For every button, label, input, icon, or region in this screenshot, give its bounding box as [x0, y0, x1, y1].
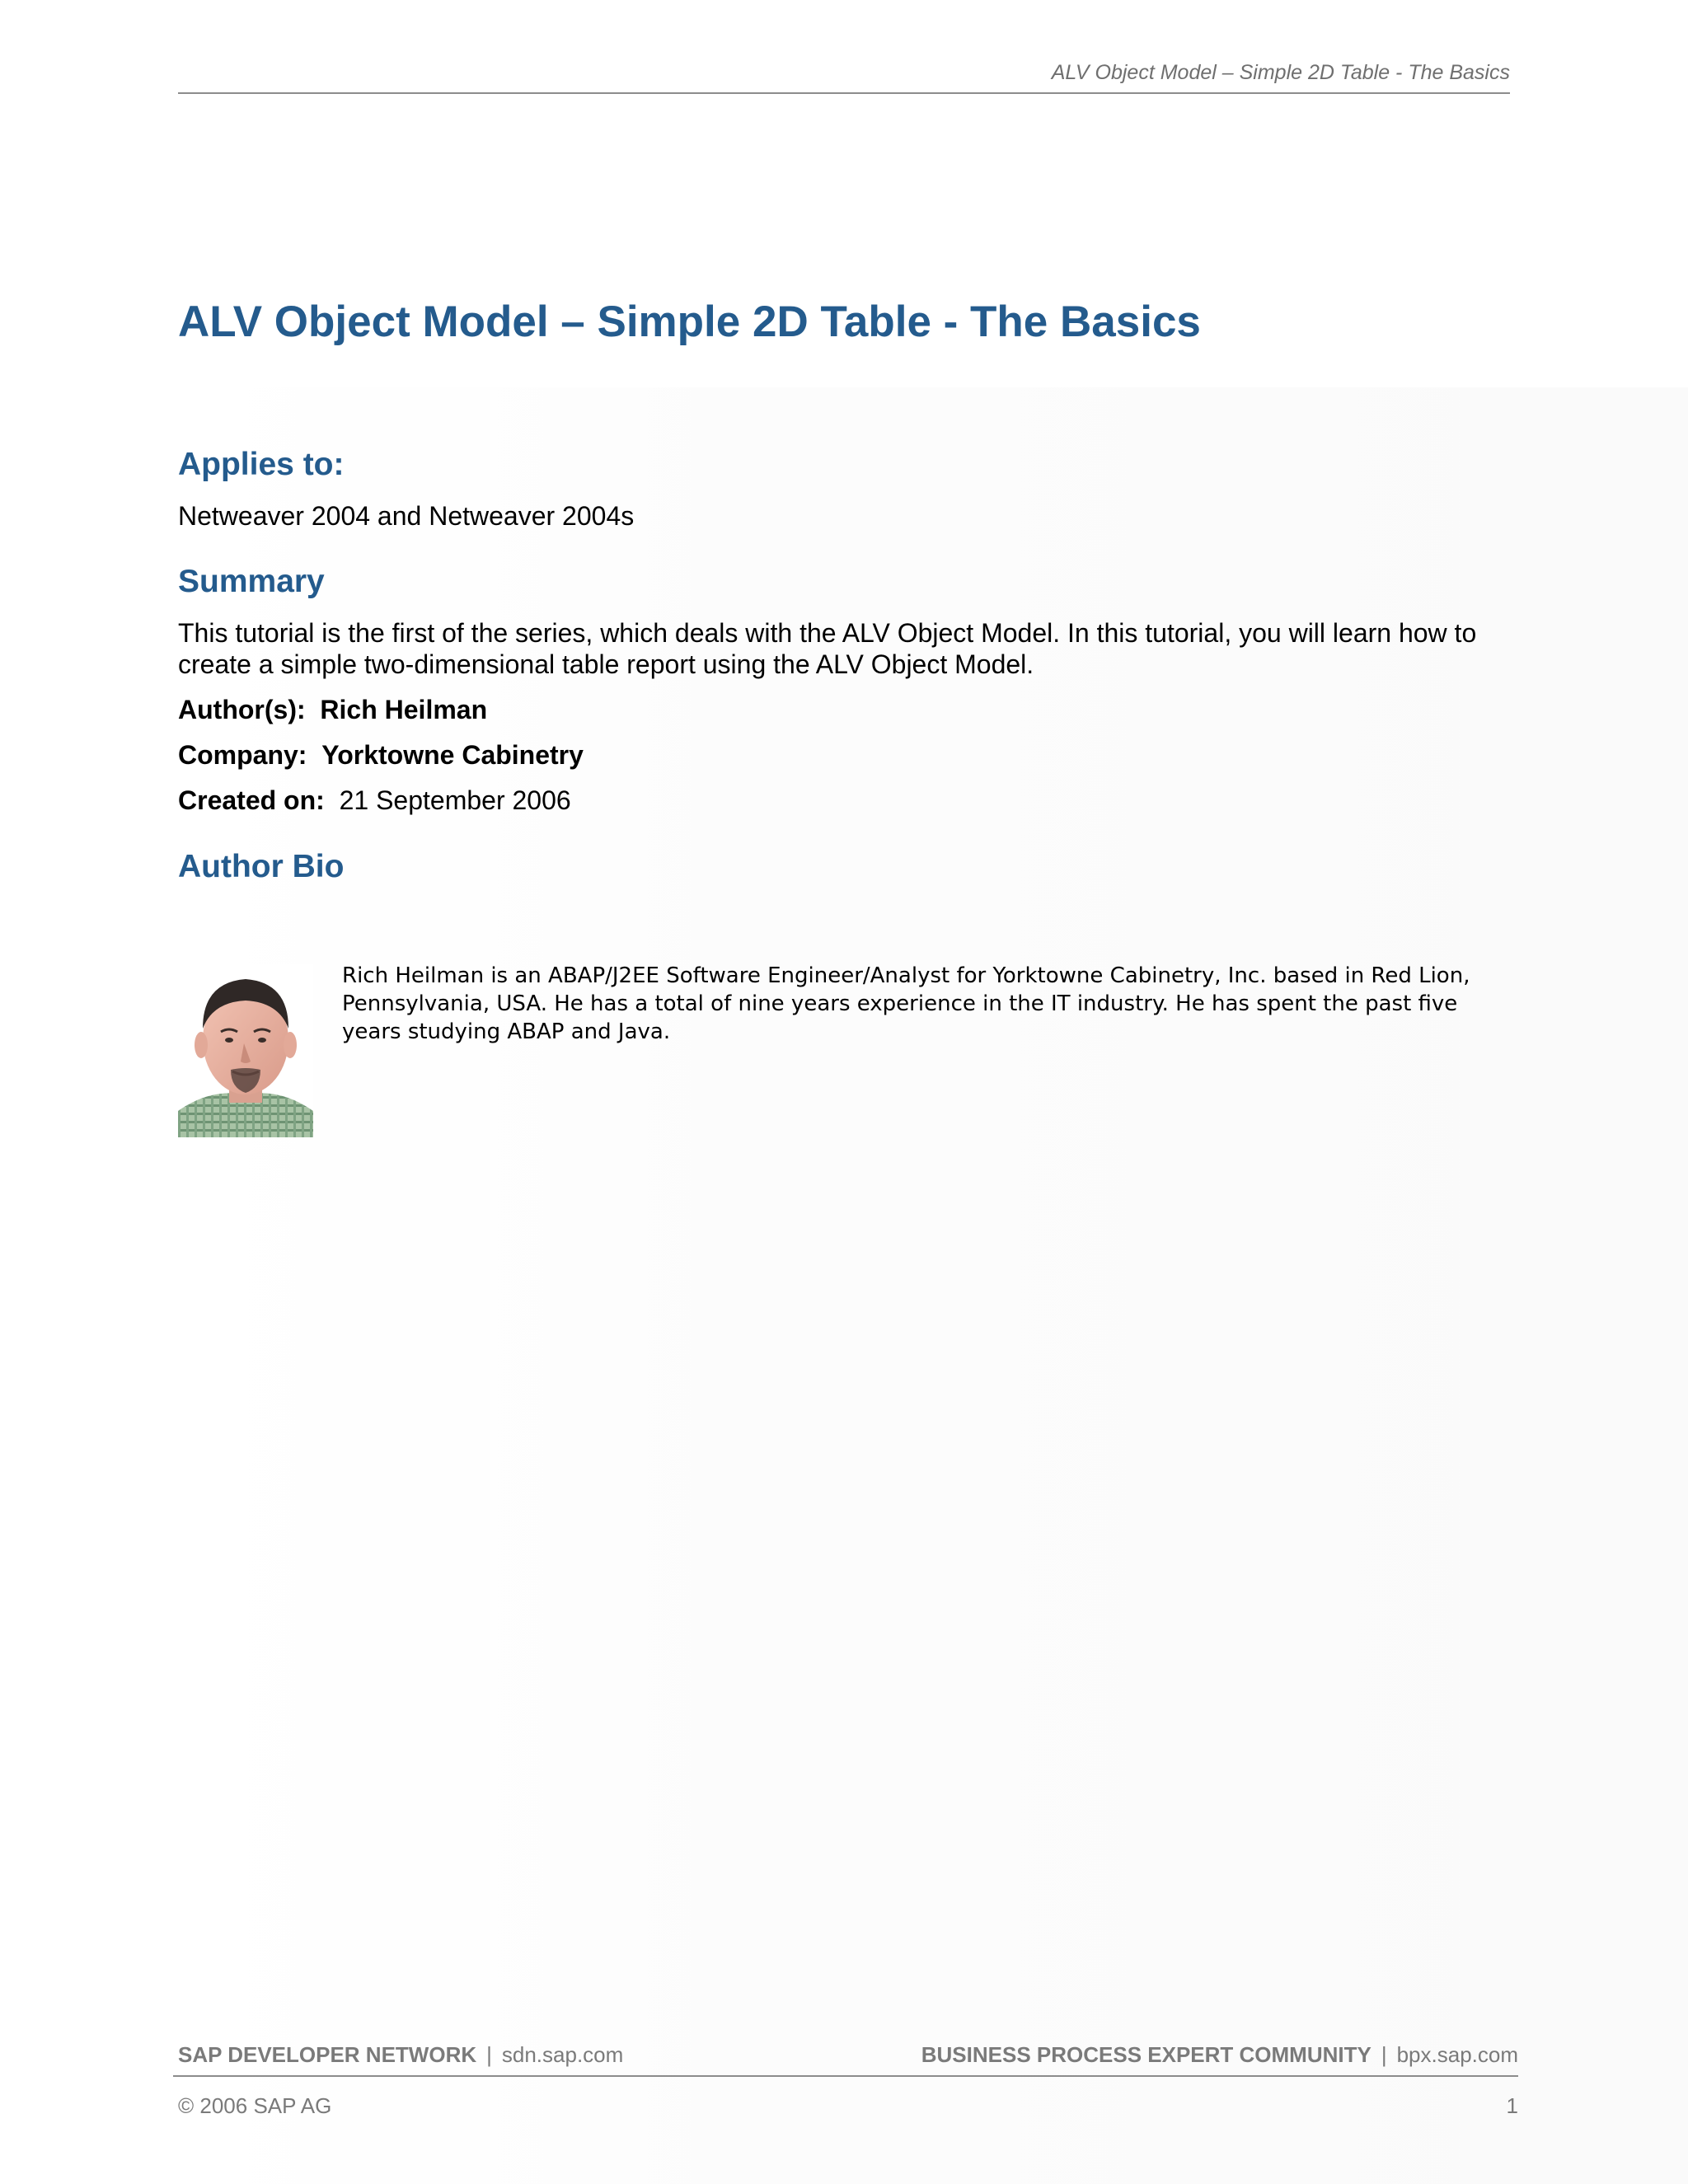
- author-photo: [178, 964, 313, 1137]
- copyright: © 2006 SAP AG: [178, 2093, 332, 2118]
- bpx-url-link[interactable]: bpx.sap.com: [1396, 2042, 1518, 2067]
- header-divider: [178, 92, 1510, 94]
- created-on-value: 21 September 2006: [339, 785, 571, 815]
- footer-separator: |: [1381, 2042, 1387, 2067]
- applies-to-heading: Applies to:: [178, 447, 345, 482]
- sdn-brand: SAP DEVELOPER NETWORK: [178, 2042, 477, 2067]
- footer-right: [921, 2042, 1518, 2068]
- company-value: Yorktowne Cabinetry: [321, 740, 584, 770]
- authors-value: Rich Heilman: [320, 695, 488, 724]
- footer-left: [178, 2042, 623, 2068]
- author-bio-heading: Author Bio: [178, 849, 345, 884]
- created-on-line: [178, 785, 571, 816]
- bpx-brand: BUSINESS PROCESS EXPERT COMMUNITY: [921, 2042, 1372, 2067]
- summary-text: This tutorial is the first of the series, which deals with the ALV Object Model. In this tutorial, you will learn how to create a simple two-dimensional table report using the ALV Object Model.: [178, 618, 1477, 679]
- company-label: Company:: [178, 740, 307, 770]
- running-header: ALV Object Model – Simple 2D Table - The Basics: [1051, 61, 1510, 84]
- sdn-url-link[interactable]: sdn.sap.com: [501, 2042, 624, 2067]
- footer-divider: [173, 2075, 1518, 2077]
- footer-separator: |: [486, 2042, 492, 2067]
- page-number: 1: [1506, 2093, 1518, 2118]
- document-title: ALV Object Model – Simple 2D Table - The Basics: [178, 298, 1201, 346]
- authors-line: [178, 695, 487, 725]
- applies-to-text: Netweaver 2004 and Netweaver 2004s: [178, 501, 635, 531]
- author-bio-text: Rich Heilman is an ABAP/J2EE Software Engineer/Analyst for Yorktowne Cabinetry, Inc. based in Red Lion, Pennsylvania, USA. He has a total of nine years experience in the IT industry. He has spent the past five years studying ABAP and Java.: [342, 963, 1470, 1044]
- summary-heading: Summary: [178, 564, 325, 599]
- created-on-label: Created on:: [178, 785, 325, 815]
- authors-label: Author(s):: [178, 695, 306, 724]
- company-line: [178, 740, 584, 771]
